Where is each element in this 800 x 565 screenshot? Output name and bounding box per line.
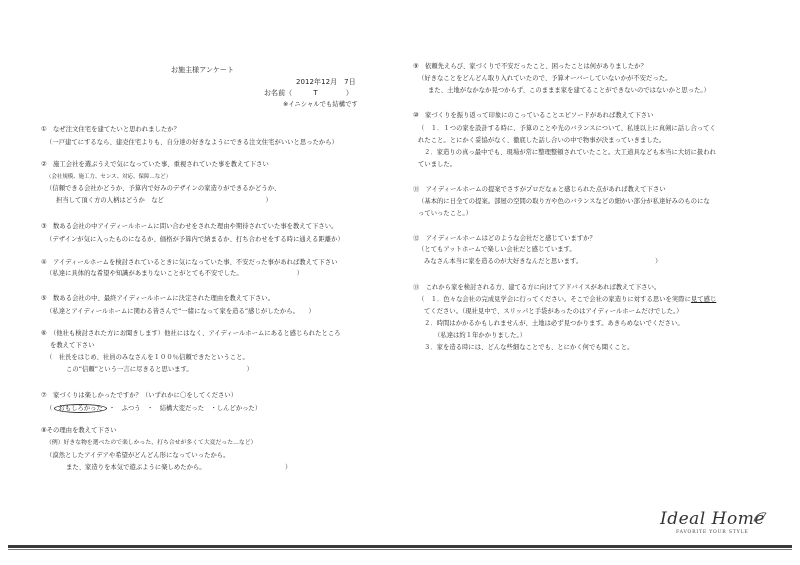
answer-5: （私達とアイディールホームに関わる皆さんで“一緒になって家を造る”感じがしたから。 ） <box>46 308 315 315</box>
answer-10-line-2: れたこと。とにかく妥協がなく、徹底した話し合いの中で物事が決まっていきました。 <box>418 137 666 144</box>
question-2-hint: （会社規模、施工力、センス、対応、保障…など） <box>46 174 172 180</box>
survey-title: お施主様アンケート <box>171 66 235 74</box>
answer-13-line-1 <box>418 296 716 304</box>
ideal-home-logo: Ideal Home <box>660 509 765 529</box>
answer-3: （デザインが気に入ったものになるか、価格が予算内で納まるか、打ち合わせをする時に通える距離か） <box>46 236 344 243</box>
answer-13-line-3: ３．家を造る時には、どんな些細なことでも、とにかく何でも聞くこと。 <box>424 344 634 351</box>
answer-10-line-3: ２．家造りの真っ最中でも、現場が常に整理整頓されていたこと。大工道具なども本当に大切に扱われ <box>424 149 716 156</box>
bottom-divider <box>8 545 792 548</box>
answer-9-line-2: また、土地がなかなか見つからず、このままま家を建てることができないのではないかと思った。） <box>428 87 710 94</box>
answer-2-line-2: 担当して頂く方の人柄はどうか など ） <box>56 197 272 204</box>
question-11: ⑪ アイディールホームの提案でさすがプロだなぁと感じられた点があれば教えて下さい <box>413 186 666 193</box>
survey-date: 2012年12月 7日 <box>296 78 356 86</box>
answer-12-line-2: みなさん本当に家を造るのが大好きなんだと思います。 ） <box>424 258 662 265</box>
question-1: ① なぜ注文住宅を建てたいと思われましたか？ <box>41 126 180 133</box>
answer-8-line-2: また、家造りを本気で遊ぶように楽しめたから。 ） <box>66 464 292 471</box>
answer-6-line-2: この“信頼”という一言に尽きると思います。 ） <box>66 366 254 373</box>
answer-6-line-1: （ 社長をはじめ、社員のみなさんを１００％信頼できたということ。 <box>46 354 249 361</box>
answer-2-line-1: （信頼できる会社かどうか、予算内で好みのデザインの家造りができるかどうか、 <box>46 185 281 192</box>
initial-note: ※イニシャルでも結構です <box>283 101 358 108</box>
question-4: ④ アイディールホームを検討されているときに気になっていた事、不安だった事があれば教えて下さい <box>41 259 338 266</box>
answer-13-line-1b: てください。（現社見中で、スリッパと手袋があったのはアイディールホームだけでした。） <box>424 308 683 315</box>
question-9: ⑨ 依頼先えらび、家づくりで不安だったこと、困ったことは何がありましたか？ <box>413 63 647 70</box>
answer-13-line-2: ２．時間はかかるかもしれませんが、土地は必ず見つかります。あきらめないでください。 <box>424 320 684 327</box>
question-2: ② 施工会社を選ぶうえで気になっていた事、重視されていた事を教えて下さい <box>41 161 269 168</box>
question-13: ⑬ これから家を検討される方、建てる方に向けてアドバイスがあれば教えて下さい。 <box>413 284 661 291</box>
question-6: ⑥ （他社も検討された方にお聞きします）他社にはなく、アイディールホームにあると感じられたところ <box>41 330 341 337</box>
question-6-cont: を教えて下さい <box>50 342 95 349</box>
question-8: ⑧その理由を教えて下さい <box>41 427 117 434</box>
bottom-divider-thin <box>8 549 792 550</box>
answer-13-line-2b: （私達は約１年かかりました。） <box>434 332 527 339</box>
answer-4: （私達に具体的な希望や知識があまりないことがとても不安でした。 ） <box>46 270 304 277</box>
name-line: お名前（ T ） <box>264 89 353 97</box>
answer-7-rest: ・ ふつう ・ 結構大変だった ・しんどかった） <box>108 405 262 412</box>
question-3: ③ 数ある会社の中アイディールホームに問い合わせをされた理由や期待されていた事を教えて下さい。 <box>41 223 338 230</box>
question-5: ⑤ 数ある会社の中、最終アイディールホームに決定された理由を教えて下さい。 <box>41 295 274 302</box>
logo-tagline: FAVORITE YOUR STYLE <box>676 530 749 535</box>
leaf-icon <box>752 511 768 523</box>
answer-9-line-1: （好きなことをどんどん取り入れていたので、予算オーバーしていないかが不安だった。 <box>418 75 672 82</box>
answer-11-line-2: っていったこと。） <box>418 210 472 217</box>
answer-7 <box>46 404 261 413</box>
answer-10-line-4: ていました。 <box>418 161 457 168</box>
question-8-hint: （例）好きな物を選べたので楽しかった、打ち合せが多くて大変だった…など） <box>46 440 257 446</box>
answer-1: （一戸建てにするなら、建売住宅よりも、自分達の好きなようにできる注文住宅がいいと思ったから） <box>46 139 338 146</box>
question-10: ⑩ 家づくりを振り返って印象にのこっていることエピソードがあれば教えて下さい <box>413 112 654 119</box>
answer-10-line-1: （ １．１つの家を設計する時に、予算のことや光のバランスについて、私達以上に真剣に話し合ってく <box>418 125 716 132</box>
circled-option: おもしろかった <box>54 404 106 413</box>
question-12: ⑫ アイディールホームはどのような会社だと感じていますか？ <box>413 235 596 242</box>
question-7: ⑦ 家づくりは楽しかったですか？（いずれかに〇をしてください） <box>41 392 238 399</box>
answer-7-open: （ <box>46 405 53 412</box>
answer-12-line-1: （とてもアットホームで楽しい会社だと感じています。 <box>418 246 576 253</box>
underlined-phrase: 見て感じ <box>690 296 717 303</box>
answer-8-line-1: （漠然としたアイデアや希望がどんどん形になっていったから。 <box>46 452 230 459</box>
answer-13-line-1-text: （ １．色々な会社の完成見学会に行ってください。そこで会社の家造りに対する思いを実際に <box>418 296 691 303</box>
answer-11-line-1: （基本的に日全ての提案。部屋の空間の取り方や色のバランスなどの細かい部分が私達好みのものにな <box>418 198 710 205</box>
